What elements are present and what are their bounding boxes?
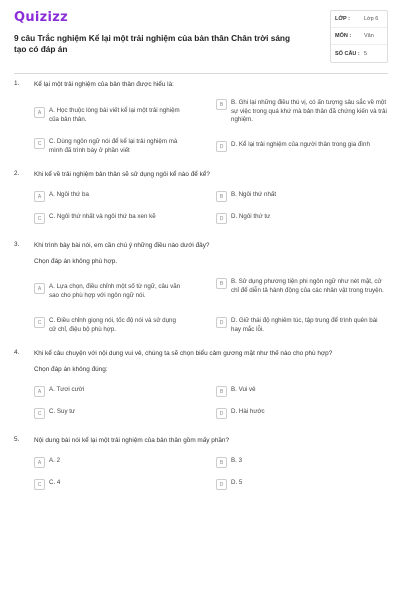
option-b[interactable] (216, 457, 365, 468)
meta-row-grade (331, 11, 387, 28)
question-instruction: Chọn đáp án không phù hợp. (34, 258, 118, 265)
option-letter: C (34, 138, 45, 149)
option-letter: A (34, 191, 45, 202)
option-letter: B (216, 99, 227, 110)
question-text: Khi kể về trải nghiệm bản thân sẽ sử dụng ngôi kể nào để kể? (34, 171, 210, 178)
option-text: C. 4 (49, 479, 61, 486)
option-b[interactable] (216, 99, 389, 125)
option-a[interactable] (34, 191, 183, 202)
option-b[interactable] (216, 278, 389, 295)
option-letter: A (34, 386, 45, 397)
option-letter: D (216, 141, 227, 152)
option-d[interactable] (216, 408, 365, 419)
option-a[interactable] (34, 457, 183, 468)
meta-value: Văn (364, 33, 374, 39)
question-number: 3. (14, 241, 20, 248)
question-instruction: Chọn đáp án không đúng: (34, 366, 108, 373)
option-text: A. Ngôi thứ ba (49, 191, 89, 198)
meta-value: Lớp 6 (364, 16, 379, 22)
option-letter: C (34, 213, 45, 224)
question-text: Khi trình bày bài nói, em cần chú ý những điều nào dưới đây? (34, 242, 210, 249)
question-number: 5. (14, 436, 20, 443)
meta-label: MÔN : (335, 33, 352, 39)
option-letter: A (34, 107, 45, 118)
option-text: D. Kể lại trải nghiệm của người thân trong gia đình (231, 141, 370, 148)
option-text: C. Điều chỉnh giọng nói, tốc độ nói và sử dụng cử chỉ, điệu bộ phù hợp. (49, 317, 176, 333)
option-text: C. Ngôi thứ nhất và ngôi thứ ba xen kẽ (49, 213, 156, 220)
option-letter: C (34, 408, 45, 419)
option-text: B. Ngôi thứ nhất (231, 191, 277, 198)
option-letter: D (216, 479, 227, 490)
quizizz-logo: Quizizz (14, 10, 69, 25)
meta-label: LỚP : (335, 16, 350, 22)
option-letter: B (216, 457, 227, 468)
option-d[interactable] (216, 141, 389, 152)
option-c[interactable] (34, 408, 183, 419)
option-text: A. Lựa chọn, điều chỉnh một số từ ngữ, câu văn sao cho phù hợp với ngôn ngữ nói. (49, 283, 181, 299)
option-text: C. Suy tư (49, 408, 76, 415)
option-text: D. Giữ thái độ nghiêm túc, tập trung để trình quên bài hay mắc lỗi. (231, 317, 378, 333)
question-text: Kể lại một trải nghiệm của bản thân được hiểu là: (34, 81, 174, 88)
option-d[interactable] (216, 213, 365, 224)
option-a[interactable] (34, 386, 183, 397)
option-text: D. Hài hước (231, 408, 265, 415)
option-c[interactable] (34, 213, 183, 224)
question-number: 4. (14, 349, 20, 356)
meta-label: SỐ CÂU : (335, 50, 360, 57)
option-text: C. Dùng ngôn ngữ nói để kể lại trải nghiệm mà mình đã trình bày ở phần viết (49, 138, 178, 154)
meta-value: 5 (364, 50, 368, 57)
option-letter: A (34, 457, 45, 468)
option-c[interactable] (34, 138, 183, 155)
option-text: B. Vui vẻ (231, 386, 256, 393)
option-text: A. 2 (49, 457, 61, 464)
question-text: Nội dung bài nói kể lại một trải nghiệm của bản thân gồm mấy phần? (34, 437, 230, 444)
question-number: 2. (14, 170, 20, 177)
option-c[interactable] (34, 479, 183, 490)
option-b[interactable] (216, 191, 365, 202)
option-text: B. Ghi lại những điều thú vị, có ấn tượng sâu sắc về một sự việc trong quá khứ mà bản thân đã chứng kiến và trải nghiệm. (231, 99, 387, 123)
option-letter: C (34, 479, 45, 490)
option-letter: C (34, 317, 45, 328)
option-b[interactable] (216, 386, 365, 397)
option-letter: B (216, 386, 227, 397)
option-letter: B (216, 191, 227, 202)
meta-row-count (331, 45, 387, 62)
option-text: B. Sử dụng phương tiện phi ngôn ngữ như nét mặt, cử chỉ để diễn tả hành động của các nhân vật trong truyện. (231, 278, 384, 294)
option-letter: D (216, 408, 227, 419)
option-letter: B (216, 278, 227, 289)
option-text: D. Ngôi thứ tư (231, 213, 271, 220)
meta-row-subject (331, 28, 387, 45)
worksheet-title: 9 câu Trắc nghiệm Kể lại một trải nghiệm của bản thân Chân trời sáng tạo có đáp án (14, 33, 291, 54)
option-letter: D (216, 317, 227, 328)
option-c[interactable] (34, 317, 183, 334)
header-divider (14, 73, 388, 74)
question-text: Khi kể câu chuyện với nội dung vui vẻ, chúng ta sẽ chọn biểu cảm gương mặt như thế nào cho phù hợp? (34, 350, 333, 357)
option-letter: D (216, 213, 227, 224)
question-number: 1. (14, 80, 20, 87)
option-d[interactable] (216, 479, 365, 490)
option-text: D. 5 (231, 479, 243, 486)
option-text: A. Học thuộc lòng bài viết kể lại một trải nghiệm của bản thân. (49, 107, 180, 123)
option-a[interactable] (34, 107, 183, 124)
option-letter: A (34, 283, 45, 294)
meta-box (330, 10, 388, 63)
option-text: A. Tươi cười (49, 386, 85, 393)
option-a[interactable] (34, 283, 183, 300)
option-d[interactable] (216, 317, 389, 334)
option-text: B. 3 (231, 457, 243, 464)
